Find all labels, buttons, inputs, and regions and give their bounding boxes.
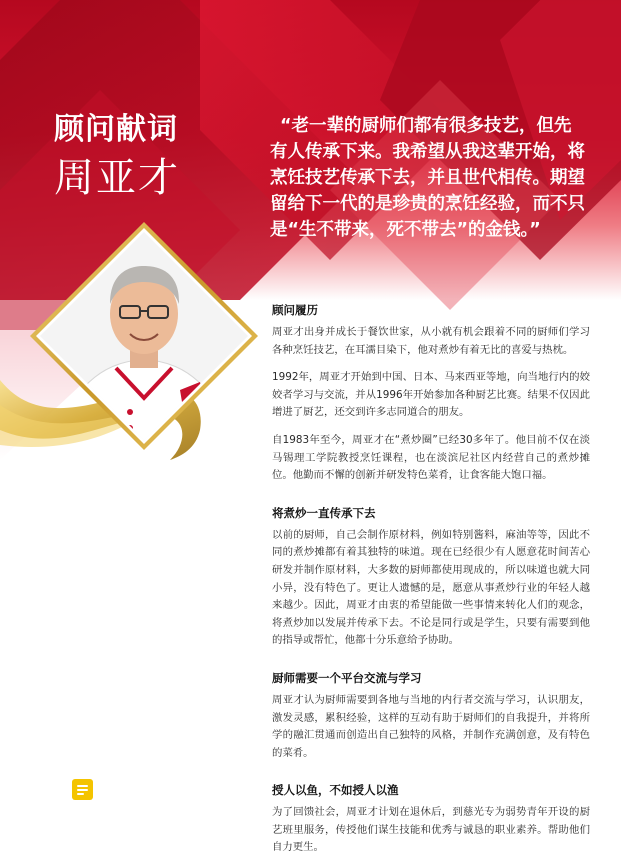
section-teach bbox=[272, 782, 590, 857]
paragraph: 以前的厨师，自己会制作原材料，例如特别酱料，麻油等等，因此不同的煮炒摊都有着其独特的味道。现在已经很少有人愿意花时间苦心研发并制作原材料，大多数的厨师都使用现成的，所以味道也就大同小异，没有特色了。更让人遗憾的是，愿意从事煮炒行业的年轻人越来越少。因此，周亚才由衷的希望能做一些事情来转化人们的观念，将煮炒加以发展并传承下去。不论是同行或是学生，只要有需要到他的指导或帮忙，他都十分乐意给予协助。 bbox=[272, 528, 590, 647]
section-heading: 厨师需要一个平台交流与学习 bbox=[272, 670, 422, 685]
section-biography bbox=[272, 302, 590, 485]
portrait-frame bbox=[30, 222, 258, 450]
section-heritage bbox=[272, 505, 590, 650]
section-heading: 将煮炒一直传承下去 bbox=[272, 505, 376, 520]
article-body bbox=[272, 302, 590, 867]
section-platform bbox=[272, 670, 590, 762]
paragraph: 周亚才出身并成长于餐饮世家，从小就有机会跟着不同的厨师们学习各种烹饪技艺，在耳濡目染下，他对煮炒有着无比的喜爱与热枕。 bbox=[272, 326, 590, 356]
section-heading: 顾问履历 bbox=[272, 303, 318, 317]
section-heading: 授人以鱼，不如授人以渔 bbox=[272, 783, 399, 798]
page-title: 顾问献词 bbox=[54, 112, 178, 147]
chef-portrait bbox=[30, 222, 258, 450]
advisor-name: 周亚才 bbox=[54, 155, 180, 201]
advisor-quote: “老一辈的厨师们都有很多技艺，但先有人传承下来。我希望从我这辈开始，将烹饪技艺传承下去，并且世代相传。期望留给下一代的是珍贵的烹饪经验，而不只是“生不带来，死不带去”的金钱。” bbox=[270, 116, 585, 240]
paragraph: 周亚才认为厨师需要到各地与当地的内行者交流与学习，认识朋友，激发灵感，累积经验，这样的互动有助于厨师们的自我提升，并将所学的融汇贯通而创造出自己独特的风格，并制作充满创意，及有特色的菜肴。 bbox=[272, 693, 590, 759]
paragraph: 1992年，周亚才开始到中国、日本、马来西亚等地，向当地行内的姣姣者学习与交流，并从1996年开始参加各种厨艺比赛。结果不仅因此增进了厨艺，还交到许多志同道合的朋友。 bbox=[272, 371, 590, 419]
paragraph: 为了回馈社会，周亚才计划在退休后，到慈光专为弱势青年开设的厨艺班里服务，传授他们谋生技能和优秀与诚恳的职业素养。帮助他们自力更生。 bbox=[272, 806, 590, 854]
paragraph: 自1983年至今，周亚才在“煮炒圈”已经30多年了。他目前不仅在淡马锡理工学院教授烹饪课程，也在淡滨尼社区内经营自己的煮炒摊位。他勤而不懈的创新并研发特色菜肴，让食客能大饱口福。 bbox=[272, 433, 590, 482]
comment-icon[interactable] bbox=[72, 779, 93, 800]
